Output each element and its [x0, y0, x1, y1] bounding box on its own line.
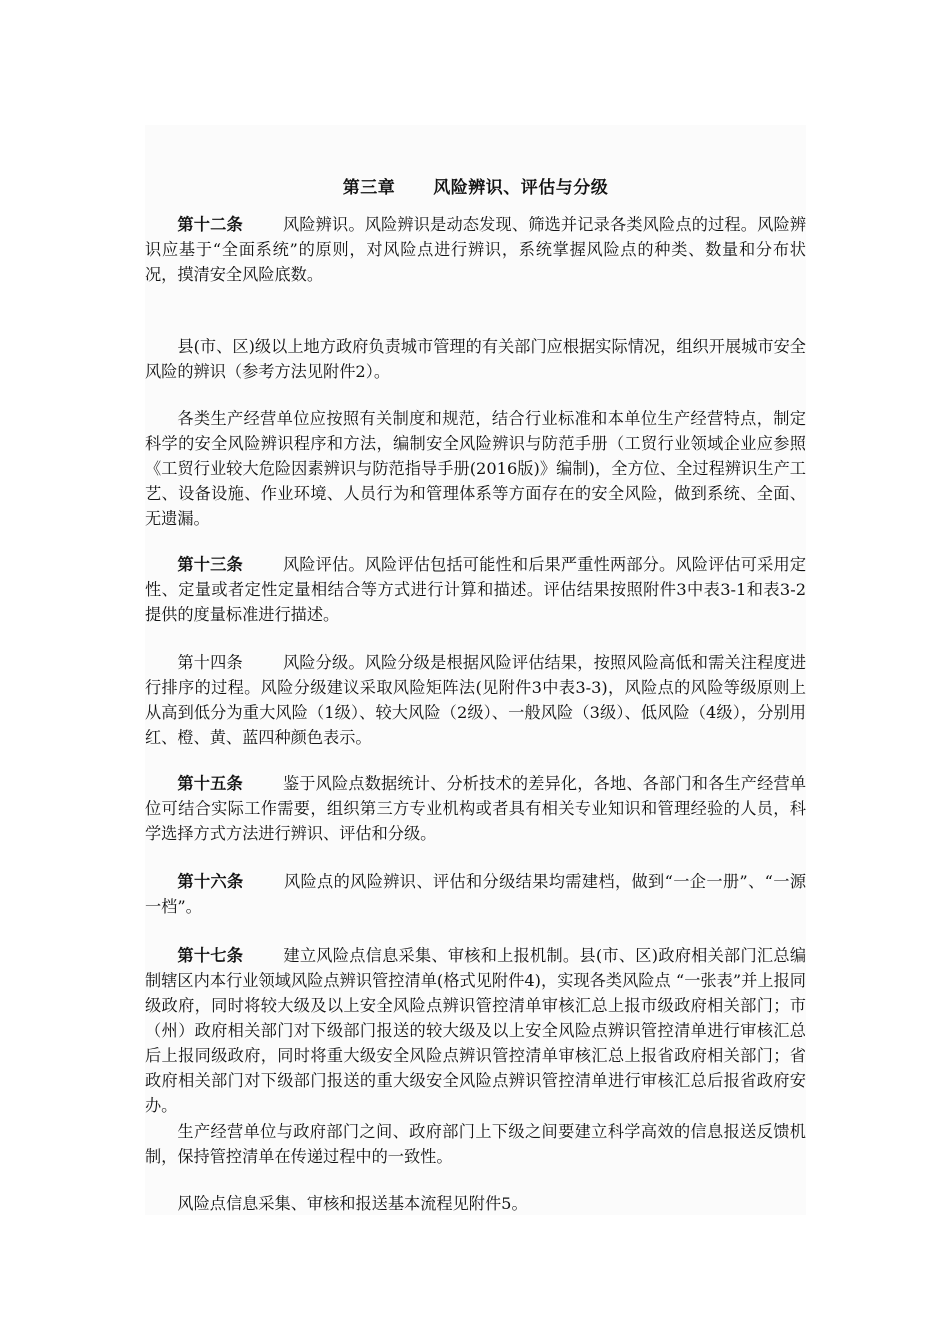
chapter-number: 第三章: [342, 178, 396, 198]
paragraph-county-govt: [145, 334, 806, 384]
article-label: 第十六条: [177, 872, 244, 891]
paragraph-text: 风险点信息采集、审核和报送基本流程见附件5。: [177, 1194, 528, 1213]
article-label: 第十五条: [177, 774, 243, 793]
article-12: [145, 212, 806, 287]
article-label: 第十七条: [177, 946, 244, 965]
article-16: [145, 869, 806, 919]
paragraph-flow: [145, 1191, 806, 1216]
document-page: [145, 125, 806, 1215]
article-14: [145, 650, 806, 750]
article-13: [145, 552, 806, 627]
paragraph-feedback: [145, 1119, 806, 1169]
paragraph-text: 县(市、区)级以上地方政府负责城市管理的有关部门应根据实际情况，组织开展城市安全风险的辨识（参考方法见附件2）。: [145, 337, 806, 381]
article-text: 建立风险点信息采集、审核和上报机制。县(市、区)政府相关部门汇总编制辖区内本行业领域风险点辨识管控清单(格式见附件4)，实现各类风险点 “一张表”并上报同级政府，同时将较大级及以上安全风险点辨识管控清单审核汇总上报市级政府相关部门；市（州）政府相关部门对下级部门报送的较大级及以上安全风险点辨识管控清单进行审核汇总后上报同级政府，同时将重大级安全风险点辨识管控清单审核汇总上报省政府相关部门；省政府相关部门对下级部门报送的重大级安全风险点辨识管控清单进行审核汇总后报省政府安办。: [145, 946, 807, 1115]
article-17: [145, 943, 806, 1118]
article-label: 第十四条: [177, 653, 243, 672]
article-label: 第十三条: [177, 555, 243, 574]
article-text: 鉴于风险点数据统计、分析技术的差异化，各地、各部门和各生产经营单位可结合实际工作需要，组织第三方专业机构或者具有相关专业知识和管理经验的人员，科学选择方式方法进行辨识、评估和分级。: [145, 774, 807, 843]
article-text: 风险分级。风险分级是根据风险评估结果，按照风险高低和需关注程度进行排序的过程。风险分级建议采取风险矩阵法(见附件3中表3-3)，风险点的风险等级原则上从高到低分为重大风险（1级）、较大风险（2级）、一般风险（3级）、低风险（4级），分别用红、橙、黄、蓝四种颜色表示。: [145, 653, 807, 747]
article-text: 风险辨识。风险辨识是动态发现、筛选并记录各类风险点的过程。风险辨识应基于“全面系统”的原则，对风险点进行辨识，系统掌握风险点的种类、数量和分布状况，摸清安全风险底数。: [145, 215, 807, 284]
chapter-title: 风险辨识、评估与分级: [433, 178, 609, 198]
article-15: [145, 771, 806, 846]
paragraph-text: 各类生产经营单位应按照有关制度和规范，结合行业标准和本单位生产经营特点，制定科学的安全风险辨识程序和方法，编制安全风险辨识与防范手册（工贸行业领域企业应参照《工贸行业较大危险因素辨识与防范指导手册(2016版)》编制)，全方位、全过程辨识生产工艺、设备设施、作业环境、人员行为和管理体系等方面存在的安全风险，做到系统、全面、无遗漏。: [145, 409, 806, 528]
paragraph-enterprises: [145, 406, 806, 531]
article-text: 风险点的风险辨识、评估和分级结果均需建档，做到“一企一册”、“一源一档”。: [145, 872, 807, 916]
chapter-heading: [145, 173, 806, 198]
article-label: 第十二条: [177, 215, 243, 234]
paragraph-text: 生产经营单位与政府部门之间、政府部门上下级之间要建立科学高效的信息报送反馈机制，保持管控清单在传递过程中的一致性。: [145, 1122, 806, 1166]
article-text: 风险评估。风险评估包括可能性和后果严重性两部分。风险评估可采用定性、定量或者定性定量相结合等方式进行计算和描述。评估结果按照附件3中表3-1和表3-2提供的度量标准进行描述。: [145, 555, 807, 624]
